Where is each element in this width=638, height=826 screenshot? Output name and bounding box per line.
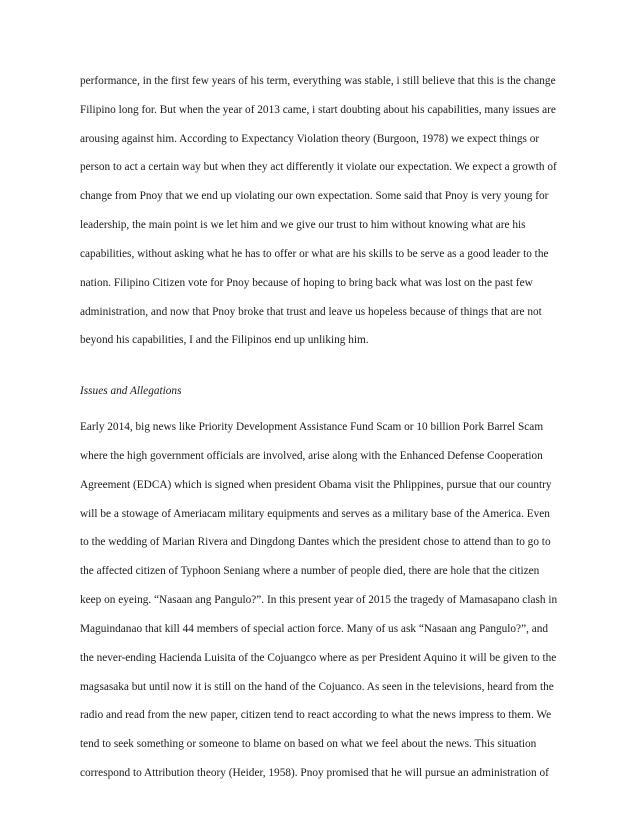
text-line: radio and read from the new paper, citizen tend to react according to what the news impress to them. We <box>80 709 552 721</box>
text-line: Filipino long for. But when the year of 2013 came, i start doubting about his capabilities, many issues are <box>80 104 556 116</box>
text-line: will be a stowage of Ameriacam military equipments and serves as a military base of the America. Even <box>80 508 550 520</box>
section-heading: Issues and Allegations <box>80 385 182 397</box>
text-line: person to act a certain way but when they act differently it violate our expectation. We expect a growth of <box>80 161 557 173</box>
text-line: arousing against him. According to Expectancy Violation theory (Burgoon, 1978) we expect things or <box>80 133 540 145</box>
text-line: Early 2014, big news like Priority Development Assistance Fund Scam or 10 billion Pork Barrel Scam <box>80 421 544 433</box>
text-line: correspond to Attribution theory (Heider, 1958). Pnoy promised that he will pursue an administration of <box>80 767 549 779</box>
text-line: to the wedding of Marian Rivera and Dingdong Dantes which the president chose to attend than to go to <box>80 536 551 548</box>
text-line: Agreement (EDCA) which is signed when president Obama visit the Phlippines, pursue that our country <box>80 479 552 491</box>
text-line: the never-ending Hacienda Luisita of the Cojuangco where as per President Aquino it will be given to the <box>80 652 557 664</box>
text-line: where the high government officials are involved, arise along with the Enhanced Defense Cooperation <box>80 450 543 462</box>
text-line: administration, and now that Pnoy broke that trust and leave us hopeless because of things that are not <box>80 306 542 318</box>
text-line: performance, in the first few years of his term, everything was stable, i still believe that this is the change <box>80 75 556 87</box>
text-line: magsasaka but until now it is still on the hand of the Cojuanco. As seen in the televisions, heard from the <box>80 681 554 693</box>
text-line: change from Pnoy that we end up violating our own expectation. Some said that Pnoy is very young for <box>80 190 549 202</box>
text-line: keep on eyeing. “Nasaan ang Pangulo?”. In this present year of 2015 the tragedy of Mamasapano clash in <box>80 594 558 606</box>
text-line: the affected citizen of Typhoon Seniang where a number of people died, there are hole that the citizen <box>80 565 540 577</box>
text-line: tend to seek something or someone to blame on based on what we feel about the news. This situation <box>80 738 537 750</box>
text-line: Maguindanao that kill 44 members of special action force. Many of us ask “Nasaan ang Pangulo?”, and <box>80 623 549 635</box>
text-line: leadership, the main point is we let him and we give our trust to him without knowing what are his <box>80 219 526 231</box>
text-line: beyond his capabilities, I and the Filipinos end up unliking him. <box>80 334 369 346</box>
text-line: nation. Filipino Citizen vote for Pnoy because of hoping to bring back what was lost on the past few <box>80 277 533 289</box>
text-line: capabilities, without asking what he has to offer or what are his skills to be serve as a good leader to the <box>80 248 549 260</box>
